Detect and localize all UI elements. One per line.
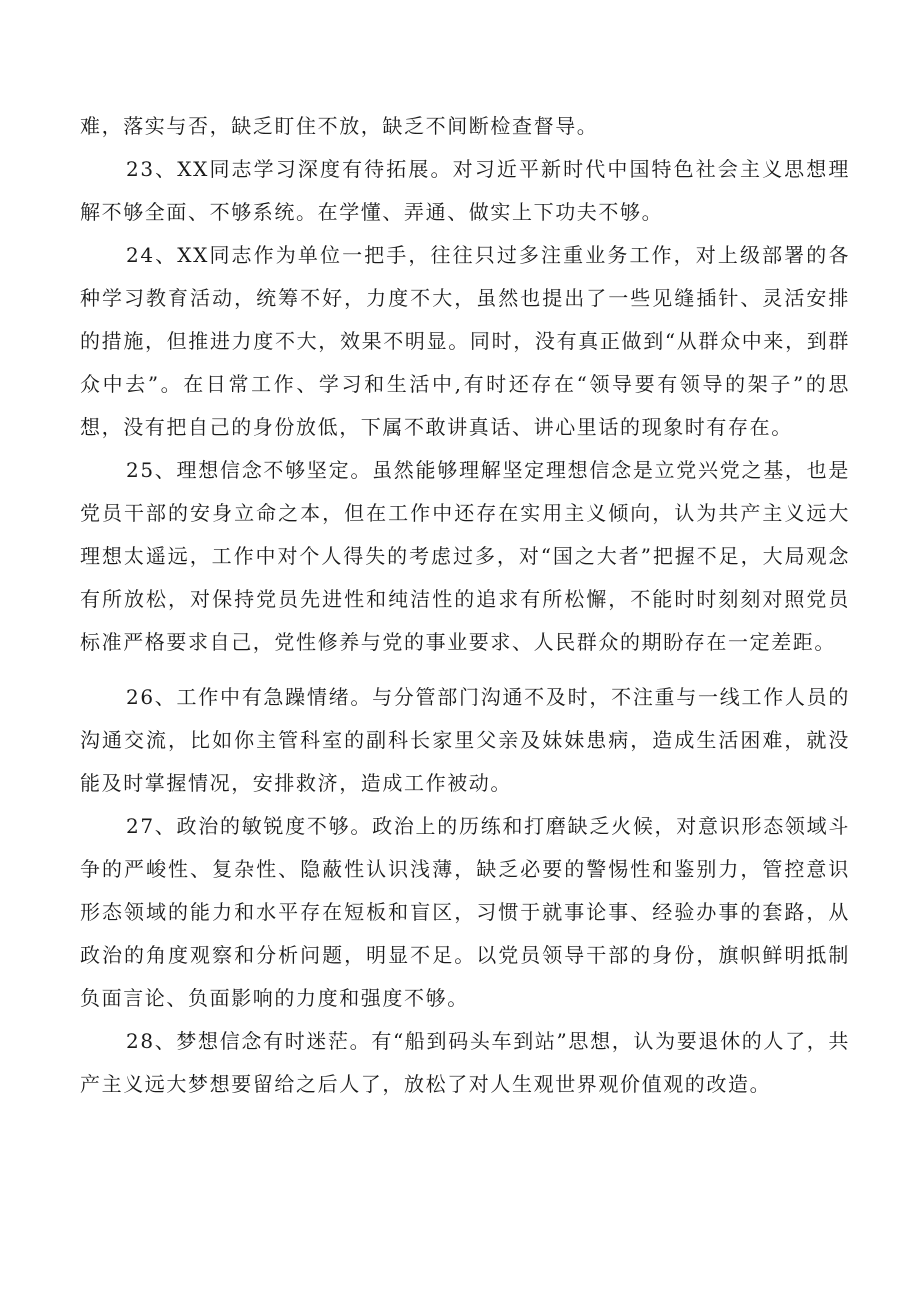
paragraph-continuation: 难，落实与否，缺乏盯住不放，缺乏不间断检查督导。 — [80, 114, 599, 138]
paragraph-item-26: 26、工作中有急躁情绪。与分管部门沟通不及时，不注重与一线工作人员的沟通交流，比如你主管科室的副科长家里父亲及妹妹患病，造成生活困难，就没能及时掌握情况，安排救济，造成工作被动。 — [80, 685, 850, 795]
paragraph-item-28: 28、梦想信念有时迷茫。有“船到码头车到站”思想，认为要退休的人了，共产主义远大梦想要留给之后人了，放松了对人生观世界观价值观的改造。 — [80, 1029, 850, 1096]
paragraph-item-25: 25、理想信念不够坚定。虽然能够理解坚定理想信念是立党兴党之基，也是党员干部的安身立命之本，但在工作中还存在实用主义倾向，认为共产主义远大理想太遥远，工作中对个人得失的考虑过多，对“国之大者”把握不足，大局观念有所放松，对保持党员先进性和纯洁性的追求有所松懈，不能时时刻刻对照党员标准严格要求自己，党性修养与党的事业要求、人民群众的期盼存在一定差距。 — [80, 458, 850, 654]
paragraph-item-24: 24、XX同志作为单位一把手，往往只过多注重业务工作，对上级部署的各种学习教育活动，统筹不好，力度不大，虽然也提出了一些见缝插针、灵活安排的措施，但推进力度不大，效果不明显。同时，没有真正做到“从群众中来，到群众中去”。在日常工作、学习和生活中,有时还存在“领导要有领导的架子”的思想，没有把自己的身份放低，下属不敢讲真话、讲心里话的现象时有存在。 — [80, 243, 850, 439]
paragraph-item-27: 27、政治的敏锐度不够。政治上的历练和打磨缺乏火候，对意识形态领域斗争的严峻性、复杂性、隐蔽性认识浅薄，缺乏必要的警惕性和鉴别力，管控意识形态领域的能力和水平存在短板和盲区，习惯于就事论事、经验办事的套路，从政治的角度观察和分析问题，明显不足。以党员领导干部的身份，旗帜鲜明抵制负面言论、负面影响的力度和强度不够。 — [80, 814, 850, 1010]
document-body — [80, 105, 850, 1106]
paragraph-item-23: 23、XX同志学习深度有待拓展。对习近平新时代中国特色社会主义思想理解不够全面、不够系统。在学懂、弄通、做实上下功夫不够。 — [80, 157, 850, 224]
